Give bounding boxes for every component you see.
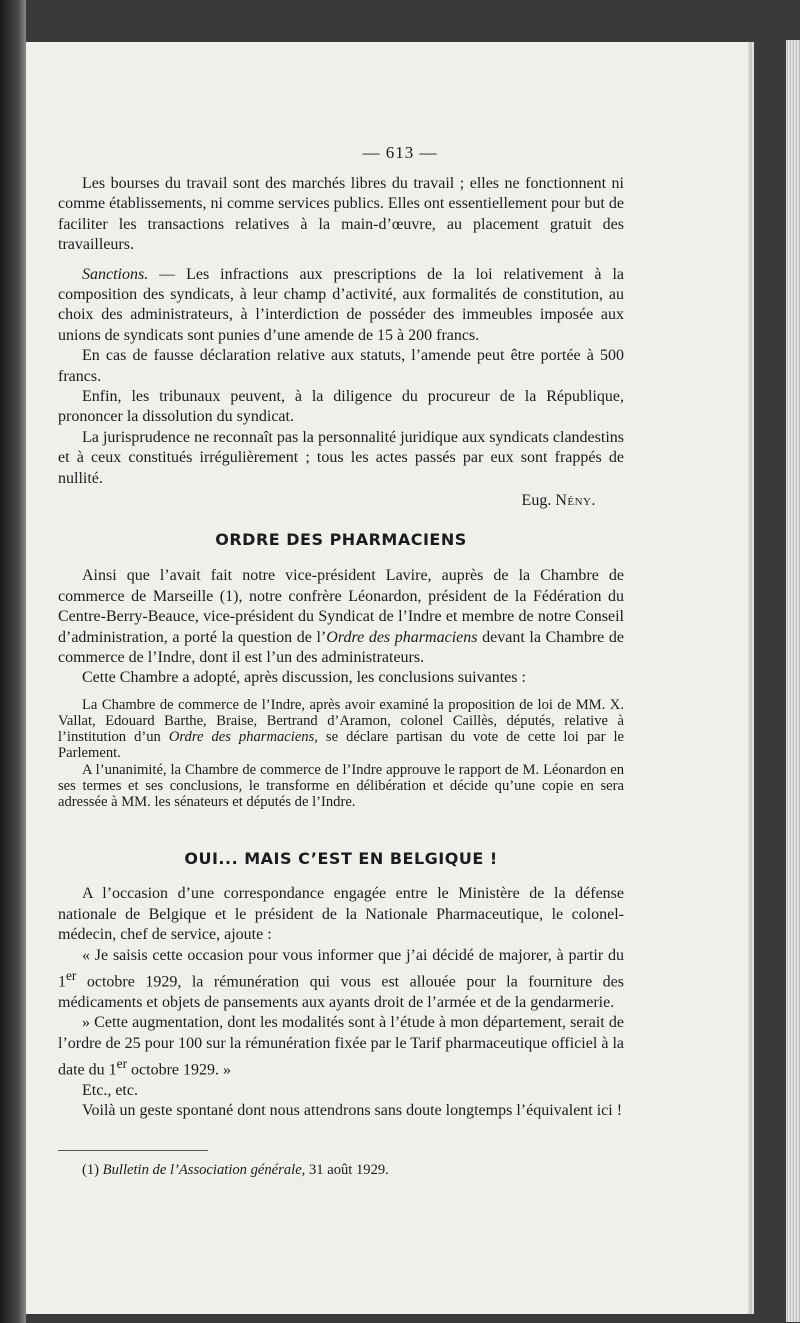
heading-ordre-des-pharmaciens: ORDRE DES PHARMACIENS [215,530,467,549]
quote1-text-1: La Chambre de commerce de l’Indre, après avoir examiné la proposition de loi de MM. X. Vallat, Edouard Barthe, Braise, Bertrand d’Aramon, colonel Caillès, députés, relative à l’institution d’un [58,696,624,746]
heading-oui-mais-belgique: OUI... MAIS C’EST EN BELGIQUE ! [184,849,498,868]
paragraph-tribunaux: Enfin, les tribunaux peuvent, à la diligence du procureur de la République, prononcer la dissolution du syndicat. [58,388,624,426]
paragraph-sanctions [58,265,624,347]
quote1-italic: Ordre des pharmaciens, [168,729,318,746]
sanctions-label: Sanctions. [82,265,149,283]
belg2-sup: er [66,968,77,984]
footnote-rest: 31 août 1929. [305,1162,389,1178]
signature-first: Eug. [521,492,552,510]
sanctions-text: — Les infractions aux prescriptions de la loi relativement à la composition des syndicats, à leur champ d’activité, aux formalités de constitution, au choix des administrateurs, à l’interdiction de posséder des immeubles imposée aux unions de syndicats sont punies d’une amende de 15 à 200 francs. [58,265,624,344]
page-stack-edges [786,40,800,1322]
belg3-sup: er [116,1055,128,1071]
page-number: — 613 — [362,143,438,162]
paragraph-chambre: Cette Chambre a adopté, après discussion, les conclusions suivantes : [82,669,526,687]
paragraph-ordre [58,566,624,668]
belg2-text-2: octobre 1929, la rémunération qui vous est allouée pour la fourniture des médicaments et objets de pansements aux ayants droit de l’armée et de la gendarmerie. [58,973,624,1011]
footnote-rule [58,1150,208,1151]
ordre-text-1: Ainsi que l’avait fait notre vice-président Lavire, auprès de la Chambre de commerce de Marseille (1), notre confrère Léonardon, président de la Fédération du Centre-Berry-Beauce, vice-président du Syndicat de l’Indre et membre de notre Conseil d’administration, a porté la question de l’ [58,567,624,646]
signature-last: Nény. [555,492,596,510]
quote-unanimite: A l’unanimité, la Chambre de commerce de l’Indre approuve le rapport de M. Léonardon en ses termes et ses conclusions, le transforme en délibération et décide qu’une copie en sera adressée à MM. les sénateurs et députés de l’Indre. [58,761,624,811]
quote-proposition [58,697,624,762]
footnote [58,1161,624,1179]
quote1-text-2: se déclare partisan du vote de cette loi par le Parlement. [58,729,624,762]
paragraph-fausse-declaration: En cas de fausse déclaration relative aux statuts, l’amende peut être portée à 500 francs. [58,347,624,385]
paragraph-je-saisis [58,946,624,1014]
belg3-text-1: » Cette augmentation, dont les modalités sont à l’étude à mon département, serait de l’ordre de 25 pour 100 sur la rémunération fixée par le Tarif pharmaceutique officiel à la date du 1 [58,1014,624,1079]
footnote-italic: Bulletin de l’Association générale, [102,1162,306,1178]
paragraph-augmentation [58,1013,624,1081]
section-belgique [58,849,624,1122]
footnote-text [58,1161,624,1179]
footnote-marker: (1) [82,1162,103,1178]
paragraph-occasion: A l’occasion d’une correspondance engagée entre le Ministère de la défense nationale de Belgique et le président de la Nationale Pharmaceutique, le colonel-médecin, chef de service, ajoute : [58,885,624,944]
ordre-italic: Ordre des pharmaciens [326,628,478,646]
ordre-text-2: devant la Chambre de commerce de l’Indre, dont il est l’un des administrateurs. [58,628,625,667]
section-ordre [58,530,624,810]
belg2-text-1: « Je saisis cette occasion pour vous informer que j’ai décidé de majorer, à partir du 1 [58,946,624,991]
paragraph-etc: Etc., etc. [82,1081,138,1099]
paragraph-jurisprudence: La jurisprudence ne reconnaît pas la personnalité juridique aux syndicats clandestins et à ceux constitués irrégulièrement ; tous les actes passés par eux sont frappés de nullité. [58,428,624,487]
paragraph-voila: Voilà un geste spontané dont nous attendrons sans doute longtemps l’équivalent ici ! [82,1102,623,1120]
article-body [58,174,624,512]
signature [58,491,624,511]
scan-left-margin [0,0,26,1323]
belg3-text-2: octobre 1929. » [127,1061,231,1079]
paragraph-bourses: Les bourses du travail sont des marchés libres du travail ; elles ne fonctionnent ni comme établissements, ni comme services publics. Elles ont essentiellement pour but de faciliter les transactions relatives à la main-d’œuvre, au placement gratuit des travailleurs. [58,175,624,254]
